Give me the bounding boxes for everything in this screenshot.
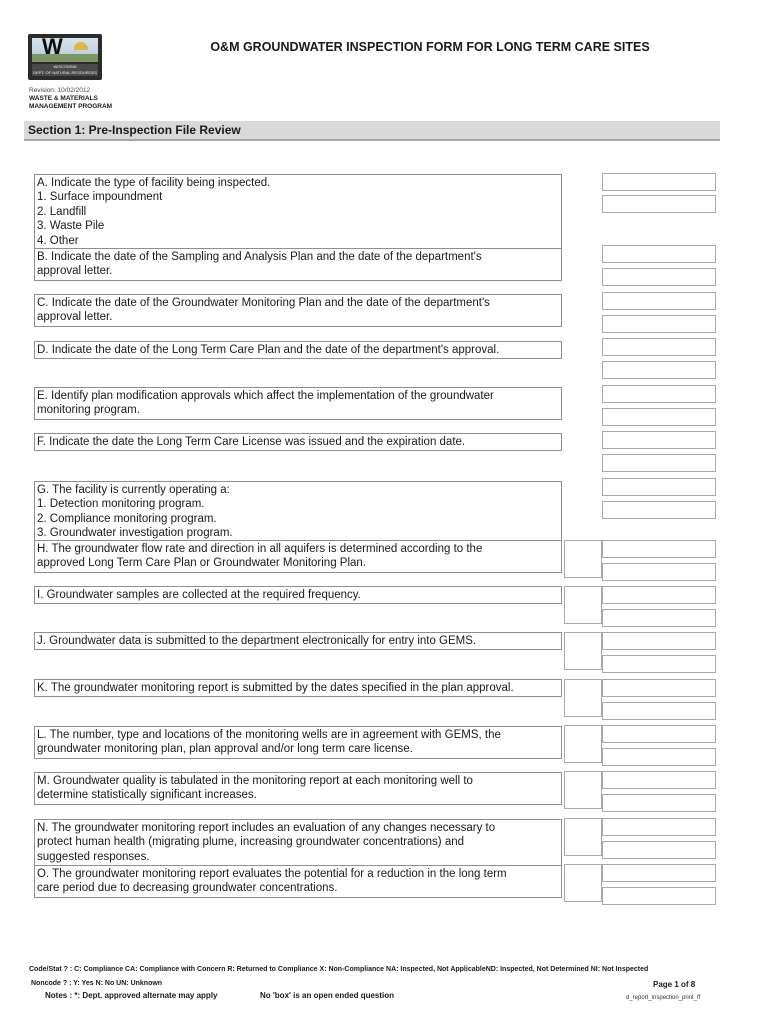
- question-b: [34, 248, 562, 281]
- question-n-line-3: suggested responses.: [37, 850, 150, 863]
- response-box-f-2[interactable]: [602, 454, 716, 472]
- status-box-j[interactable]: [564, 632, 602, 670]
- response-box-o-2[interactable]: [602, 887, 716, 905]
- status-box-o[interactable]: [564, 864, 602, 902]
- response-box-i-1[interactable]: [602, 586, 716, 604]
- notes-text: Notes : *: Dept. approved alternate may apply: [45, 991, 218, 1000]
- form-meta: [29, 87, 112, 111]
- program-name-line-1: WASTE & MATERIALS: [29, 95, 98, 102]
- question-o-line-1: O. The groundwater monitoring report evaluates the potential for a reduction in the long term: [37, 868, 507, 880]
- response-box-k-2[interactable]: [602, 702, 716, 720]
- question-g-line-4: 3. Groundwater investigation program.: [37, 527, 233, 540]
- response-box-h-2[interactable]: [602, 563, 716, 581]
- response-box-g-2[interactable]: [602, 501, 716, 519]
- status-box-k[interactable]: [564, 679, 602, 717]
- status-box-i[interactable]: [564, 586, 602, 624]
- response-box-n-2[interactable]: [602, 841, 716, 859]
- response-box-m-1[interactable]: [602, 771, 716, 789]
- question-a-line-4: 3. Waste Pile: [37, 220, 105, 233]
- question-m-line-1: M. Groundwater quality is tabulated in the monitoring report at each monitoring well to: [37, 775, 473, 787]
- revision-date: Revision: 10/02/2012: [29, 87, 91, 94]
- question-j: [34, 632, 562, 650]
- question-k: [34, 679, 562, 697]
- question-m: [34, 772, 562, 805]
- logo-text-2: DEPT. OF NATURAL RESOURCES: [33, 70, 97, 75]
- code-legend: Code/Stat ? : C: Compliance CA: Compliance with Concern R: Returned to Compliance X: Non-Compliance NA: Inspected, Not ApplicableND: Inspected, Not Determined NI: Not Inspected: [29, 966, 649, 973]
- question-e-line-2: monitoring program.: [37, 404, 140, 417]
- question-e: [34, 387, 562, 420]
- question-l: [34, 726, 562, 759]
- question-a-line-3: 2. Landfill: [37, 205, 87, 218]
- response-box-k-1[interactable]: [602, 679, 716, 697]
- question-c-line-2: approval letter.: [37, 311, 113, 324]
- status-box-l[interactable]: [564, 725, 602, 763]
- response-box-b-1[interactable]: [602, 245, 716, 263]
- notes-box-text: No 'box' is an open ended question: [260, 991, 395, 1000]
- response-box-b-2[interactable]: [602, 268, 716, 286]
- question-a: [34, 174, 562, 250]
- question-h-line-1: H. The groundwater flow rate and direction in all aquifers is determined according to the: [37, 543, 483, 555]
- question-d-line-1: D. Indicate the date of the Long Term Care Plan and the date of the department's approval.: [37, 344, 500, 356]
- question-l-line-1: L. The number, type and locations of the monitoring wells are in agreement with GEMS, the: [37, 729, 501, 741]
- question-n: [34, 819, 562, 866]
- response-box-d-2[interactable]: [602, 361, 716, 379]
- question-e-line-1: E. Identify plan modification approvals which affect the implementation of the groundwater: [37, 390, 494, 402]
- response-box-e-2[interactable]: [602, 408, 716, 426]
- question-c: [34, 294, 562, 327]
- question-b-line-2: approval letter.: [37, 265, 113, 278]
- section-title: Section 1: Pre-Inspection File Review: [28, 123, 241, 137]
- response-box-c-1[interactable]: [602, 292, 716, 310]
- question-h: [34, 540, 562, 573]
- question-i-line-1: I. Groundwater samples are collected at the required frequency.: [37, 589, 361, 601]
- response-box-o-1[interactable]: [602, 864, 716, 882]
- status-box-h[interactable]: [564, 540, 602, 578]
- question-g: [34, 481, 562, 543]
- logo-band: [32, 64, 98, 76]
- question-n-line-1: N. The groundwater monitoring report includes an evaluation of any changes necessary to: [37, 822, 496, 834]
- question-l-line-2: groundwater monitoring plan, plan approval and/or long term care license.: [37, 743, 413, 756]
- question-a-line-2: 1. Surface impoundment: [37, 191, 163, 204]
- question-o: [34, 865, 562, 898]
- logo-text-1: WISCONSIN: [53, 64, 77, 69]
- form-title: O&M GROUNDWATER INSPECTION FORM FOR LONG TERM CARE SITES: [210, 40, 650, 54]
- wdnr-logo: [28, 34, 102, 80]
- status-box-m[interactable]: [564, 771, 602, 809]
- status-box-n[interactable]: [564, 818, 602, 856]
- question-a-line-5: 4. Other: [37, 234, 79, 247]
- question-b-line-1: B. Indicate the date of the Sampling and Analysis Plan and the date of the department's: [37, 251, 482, 263]
- section-header: [24, 121, 720, 141]
- question-n-line-2: protect human health (migrating plume, increasing groundwater concentrations) and: [37, 836, 465, 849]
- question-g-line-3: 2. Compliance monitoring program.: [37, 512, 217, 525]
- question-d: [34, 341, 562, 359]
- response-box-d-1[interactable]: [602, 338, 716, 356]
- response-box-i-2[interactable]: [602, 609, 716, 627]
- page-number: Page 1 of 8: [653, 980, 696, 989]
- response-box-m-2[interactable]: [602, 794, 716, 812]
- question-g-line-1: G. The facility is currently operating a:: [37, 484, 230, 496]
- response-box-l-1[interactable]: [602, 725, 716, 743]
- response-box-n-1[interactable]: [602, 818, 716, 836]
- question-o-line-2: care period due to decreasing groundwater concentrations.: [37, 882, 338, 895]
- response-box-l-2[interactable]: [602, 748, 716, 766]
- question-g-line-2: 1. Detection monitoring program.: [37, 498, 205, 511]
- question-f: [34, 433, 562, 451]
- noncode-legend: Noncode ? : Y: Yes N: No UN: Unknown: [31, 980, 163, 987]
- response-box-a-1[interactable]: [602, 173, 716, 191]
- question-m-line-2: determine statistically significant increases.: [37, 789, 257, 802]
- question-k-line-1: K. The groundwater monitoring report is submitted by the dates specified in the plan approval.: [37, 682, 514, 694]
- response-box-j-1[interactable]: [602, 632, 716, 650]
- report-file-name: d_report_inspection_print_ff: [626, 995, 701, 1001]
- response-box-g-1[interactable]: [602, 478, 716, 496]
- response-box-e-1[interactable]: [602, 385, 716, 403]
- response-box-h-1[interactable]: [602, 540, 716, 558]
- response-box-j-2[interactable]: [602, 655, 716, 673]
- question-i: [34, 586, 562, 604]
- question-c-line-1: C. Indicate the date of the Groundwater Monitoring Plan and the date of the department's: [37, 297, 490, 309]
- response-box-c-2[interactable]: [602, 315, 716, 333]
- question-h-line-2: approved Long Term Care Plan or Groundwater Monitoring Plan.: [37, 557, 366, 570]
- question-a-line-1: A. Indicate the type of facility being inspected.: [37, 177, 271, 189]
- question-f-line-1: F. Indicate the date the Long Term Care License was issued and the expiration date.: [37, 436, 466, 448]
- question-j-line-1: J. Groundwater data is submitted to the department electronically for entry into GEMS.: [37, 635, 477, 647]
- response-box-a-2[interactable]: [602, 195, 716, 213]
- response-box-f-1[interactable]: [602, 431, 716, 449]
- program-name-line-2: MANAGEMENT PROGRAM: [29, 103, 113, 110]
- logo-sun: [74, 42, 88, 50]
- logo-w-mark: W: [42, 34, 62, 59]
